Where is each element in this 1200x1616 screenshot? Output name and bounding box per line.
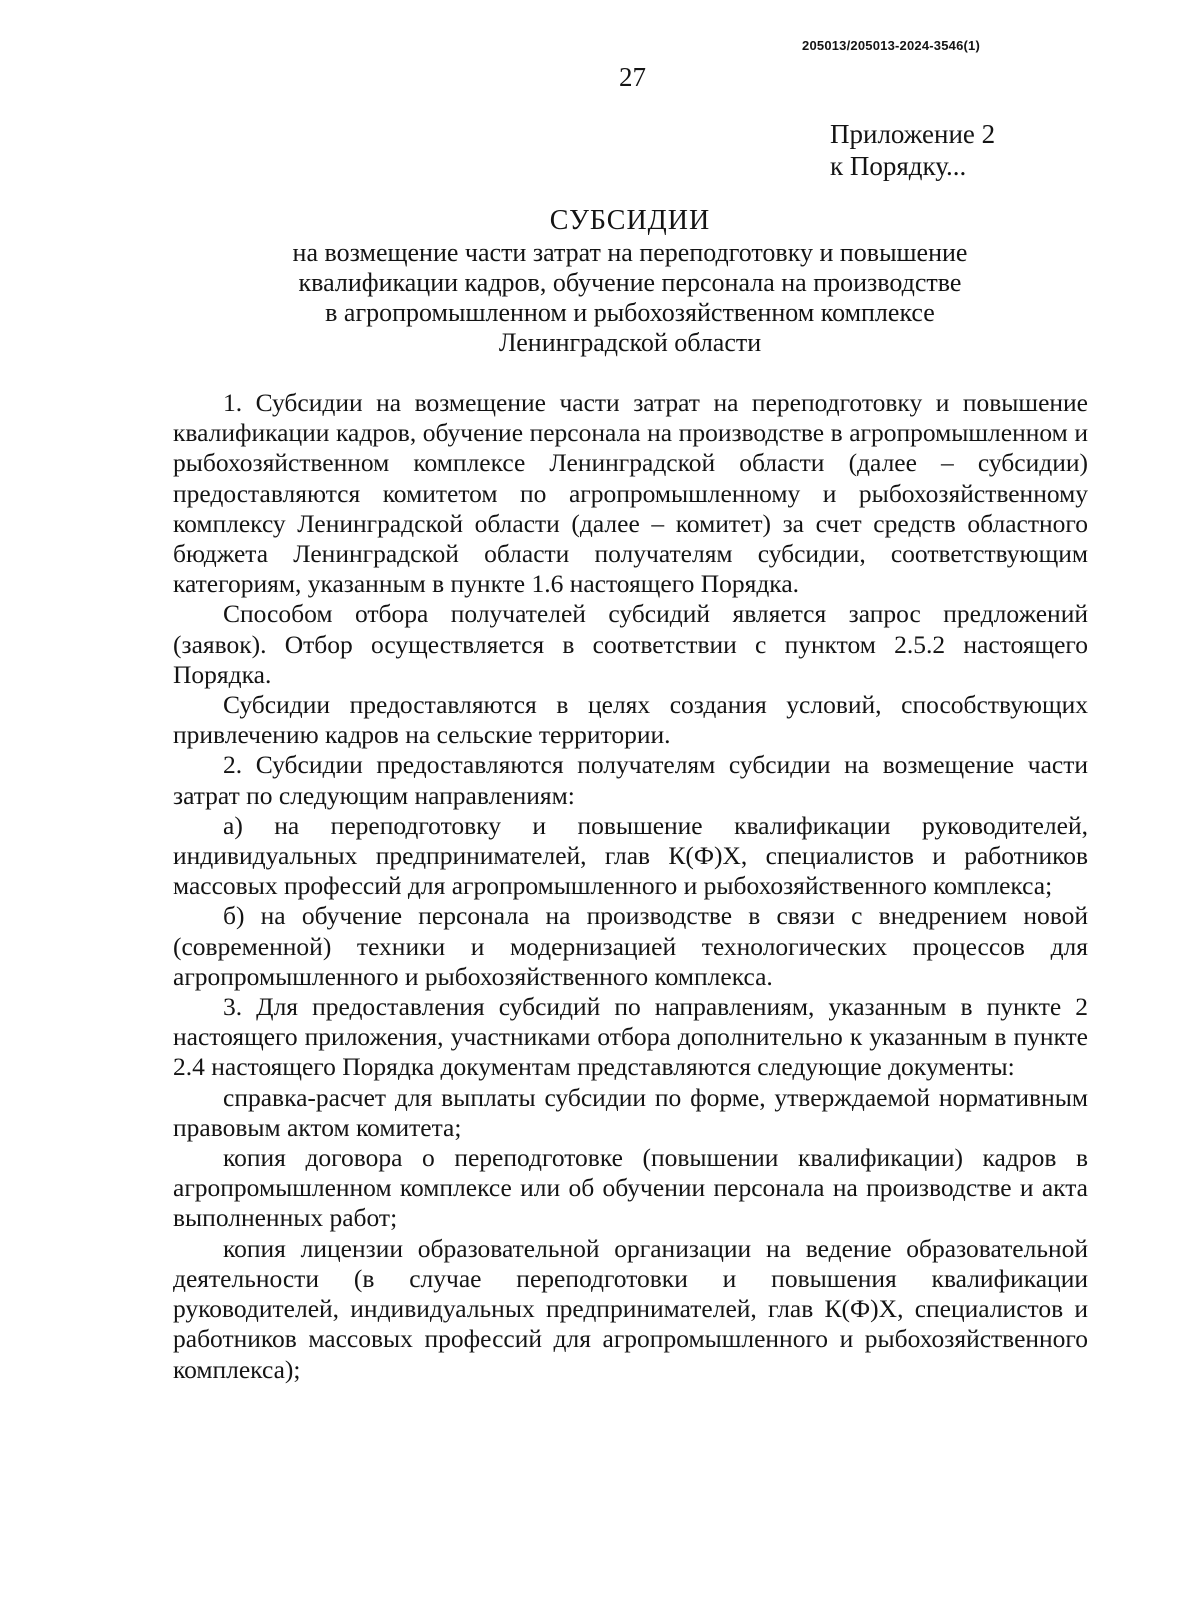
list-item-contract-copy: копия договора о переподготовке (повышении квалификации) кадров в агропромышленном комплексе или об обучении персонала на производстве и акта выполненных работ; [173, 1143, 1088, 1233]
page-number: 27 [619, 62, 646, 92]
subtitle-line: Ленинградской области [498, 328, 762, 357]
document-id: 205013/205013-2024-3546(1) [802, 38, 980, 53]
document-title-block [170, 206, 1090, 358]
list-item-license-copy: копия лицензии образовательной организации на ведение образовательной деятельности (в случае переподготовки и повышения квалификации руководителей, индивидуальных предпринимателей, глав К(Ф)Х, специалистов и работников массовых профессий для агропромышленного и рыбохозяйственного комплекса); [173, 1233, 1088, 1384]
paragraph-3: 3. Для предоставления субсидий по направлениям, указанным в пункте 2 настоящего приложения, участниками отбора дополнительно к указанным в пункте 2.4 настоящего Порядка документам представляются следующие документы: [173, 992, 1088, 1082]
paragraph-selection-method: Способом отбора получателей субсидий является запрос предложений (заявок). Отбор осуществляется в соответствии с пунктом 2.5.2 настоящего Порядка. [173, 599, 1088, 689]
paragraph-1: 1. Субсидии на возмещение части затрат на переподготовку и повышение квалификации кадров, обучение персонала на производстве в агропромышленном и рыбохозяйственном комплексе Ленинградской области (далее – субсидии) предоставляются комитетом по агропромышленному и рыбохозяйственному комплексу Ленинградской области (далее – комитет) за счет средств областного бюджета Ленинградской области получателям субсидии, соответствующим категориям, указанным в пункте 1.6 настоящего Порядка. [173, 388, 1088, 599]
paragraph-2b: б) на обучение персонала на производстве в связи с внедрением новой (современной) техники и модернизацией технологических процессов для агропромышленного и рыбохозяйственного комплекса. [173, 901, 1088, 991]
document-title: СУБСИДИИ [549, 205, 711, 236]
paragraph-2a: а) на переподготовку и повышение квалификации руководителей, индивидуальных предпринимателей, глав К(Ф)Х, специалистов и работников массовых профессий для агропромышленного и рыбохозяйственного комплекса; [173, 810, 1088, 901]
appendix-note [830, 118, 995, 182]
subtitle-line: в агропромышленном и рыбохозяйственном комплексе [325, 298, 935, 327]
subtitle-line: квалификации кадров, обучение персонала на производстве [298, 268, 962, 297]
paragraph-purpose: Субсидии предоставляются в целях создания условий, способствующих привлечению кадров на сельские территории. [173, 690, 1088, 750]
appendix-line-2: к Порядку... [830, 151, 967, 181]
paragraph-2: 2. Субсидии предоставляются получателям субсидии на возмещение части затрат по следующим направлениям: [173, 750, 1088, 810]
appendix-line-1: Приложение 2 [830, 119, 996, 149]
list-item-calculation: справка-расчет для выплаты субсидии по форме, утверждаемой нормативным правовым актом комитета; [173, 1082, 1088, 1142]
document-body [173, 388, 1088, 1385]
subtitle-line: на возмещение части затрат на переподготовку и повышение [292, 238, 968, 267]
